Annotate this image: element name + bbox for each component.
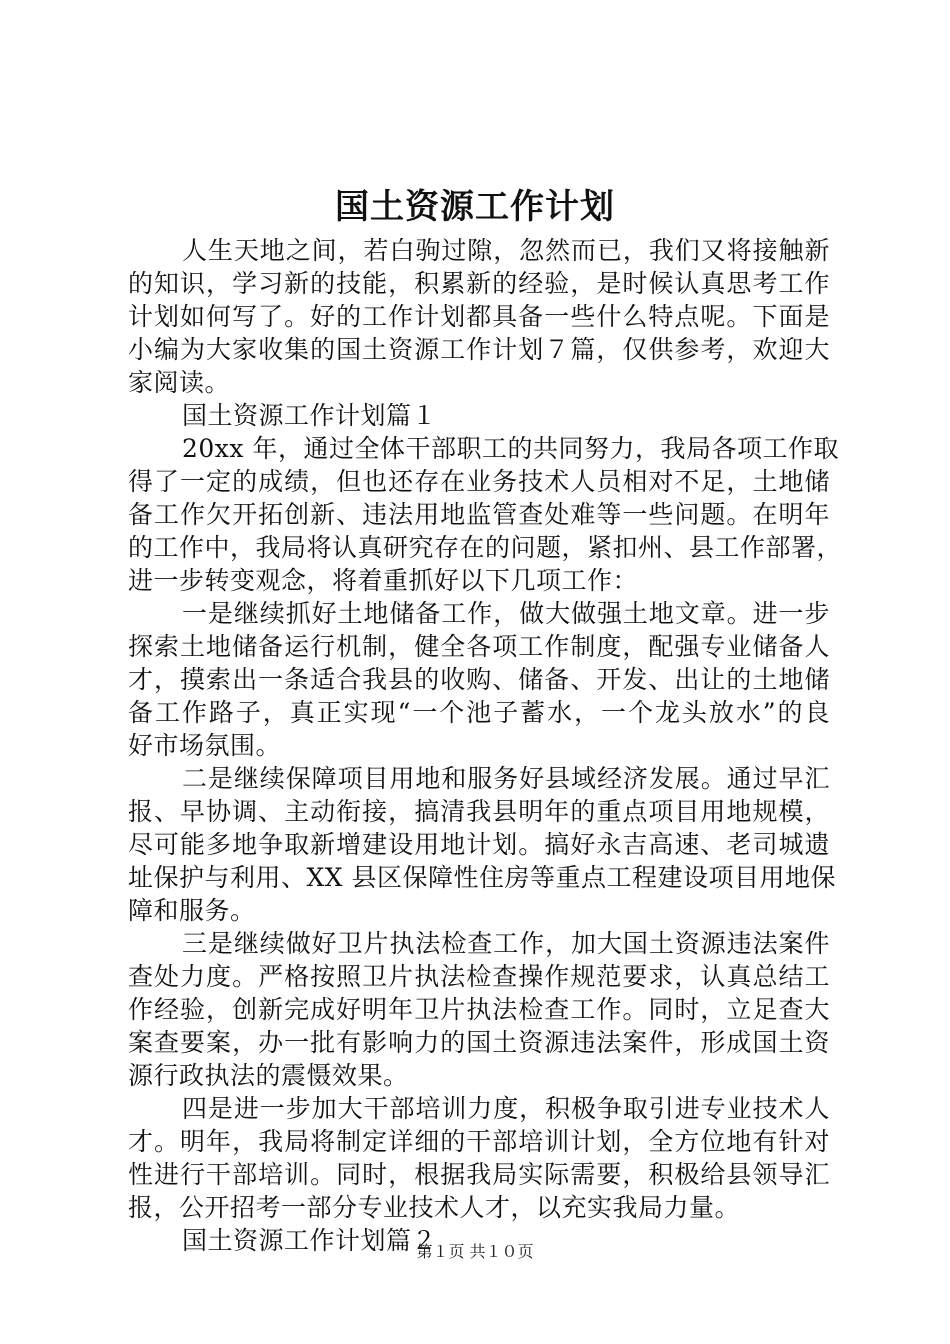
body-line: 进一步转变观念，将着重抓好以下几项工作： xyxy=(128,566,639,595)
page-number-footer: 第１页 共１０页 xyxy=(416,1242,534,1261)
body-line: 才，摸索出一条适合我县的收购、储备、开发、出让的土地储 xyxy=(128,665,830,694)
body-line: 20xx 年，通过全体干部职工的共同努力，我局各项工作取 xyxy=(182,434,839,463)
document-body xyxy=(128,234,843,1257)
body-line: 障和服务。 xyxy=(128,896,256,925)
body-line: 探索土地储备运行机制，健全各项工作制度，配强专业储备人 xyxy=(128,632,830,661)
section-heading: 国土资源工作计划篇２ xyxy=(182,1226,438,1255)
body-line: 备工作路子，真正实现“一个池子蓄水，一个龙头放水”的良 xyxy=(128,698,830,727)
body-line: 性进行干部培训。同时，根据我局实际需要，积极给县领导汇 xyxy=(128,1160,830,1189)
body-line: 尽可能多地争取新增建设用地计划。搞好永吉高速、老司城遗 xyxy=(128,830,830,859)
section-heading: 国土资源工作计划篇１ xyxy=(182,401,438,430)
body-line: 得了一定的成绩，但也还存在业务技术人员相对不足，土地储 xyxy=(128,467,830,496)
body-line: 报，公开招考一部分专业技术人才，以充实我局力量。 xyxy=(128,1193,741,1222)
body-line: 才。明年，我局将制定详细的干部培训计划，全方位地有针对 xyxy=(128,1127,830,1156)
body-line: 源行政执法的震慑效果。 xyxy=(128,1061,409,1090)
document-title: 国土资源工作计划 xyxy=(335,187,615,227)
body-line: 计划如何写了。好的工作计划都具备一些什么特点呢。下面是 xyxy=(128,302,830,331)
body-line: 址保护与利用、XX 县区保障性住房等重点工程建设项目用地保 xyxy=(128,863,837,892)
body-line: 的知识，学习新的技能，积累新的经验，是时候认真思考工作 xyxy=(128,269,830,298)
body-line: 小编为大家收集的国土资源工作计划７篇，仅供参考，欢迎大 xyxy=(128,335,830,364)
body-line: 报、早协调、主动衔接，搞清我县明年的重点项目用地规模， xyxy=(128,797,830,826)
body-line: 案查要案，办一批有影响力的国土资源违法案件，形成国土资 xyxy=(128,1028,830,1057)
body-line: 备工作欠开拓创新、违法用地监管查处难等一些问题。在明年 xyxy=(128,500,830,529)
body-line: 人生天地之间，若白驹过隙，忽然而已，我们又将接触新 xyxy=(182,236,830,265)
body-line: 作经验，创新完成好明年卫片执法检查工作。同时，立足查大 xyxy=(128,995,830,1024)
body-line: 二是继续保障项目用地和服务好县域经济发展。通过早汇 xyxy=(182,764,830,793)
body-line: 的工作中，我局将认真研究存在的问题，紧扣州、县工作部署， xyxy=(128,533,843,562)
body-line: 查处力度。严格按照卫片执法检查操作规范要求，认真总结工 xyxy=(128,962,830,991)
body-line: 三是继续做好卫片执法检查工作，加大国土资源违法案件 xyxy=(182,929,830,958)
body-line: 家阅读。 xyxy=(128,368,231,397)
body-line: 四是进一步加大干部培训力度，积极争取引进专业技术人 xyxy=(182,1094,830,1123)
body-line: 一是继续抓好土地储备工作，做大做强土地文章。进一步 xyxy=(182,599,830,628)
body-line: 好市场氛围。 xyxy=(128,731,282,760)
